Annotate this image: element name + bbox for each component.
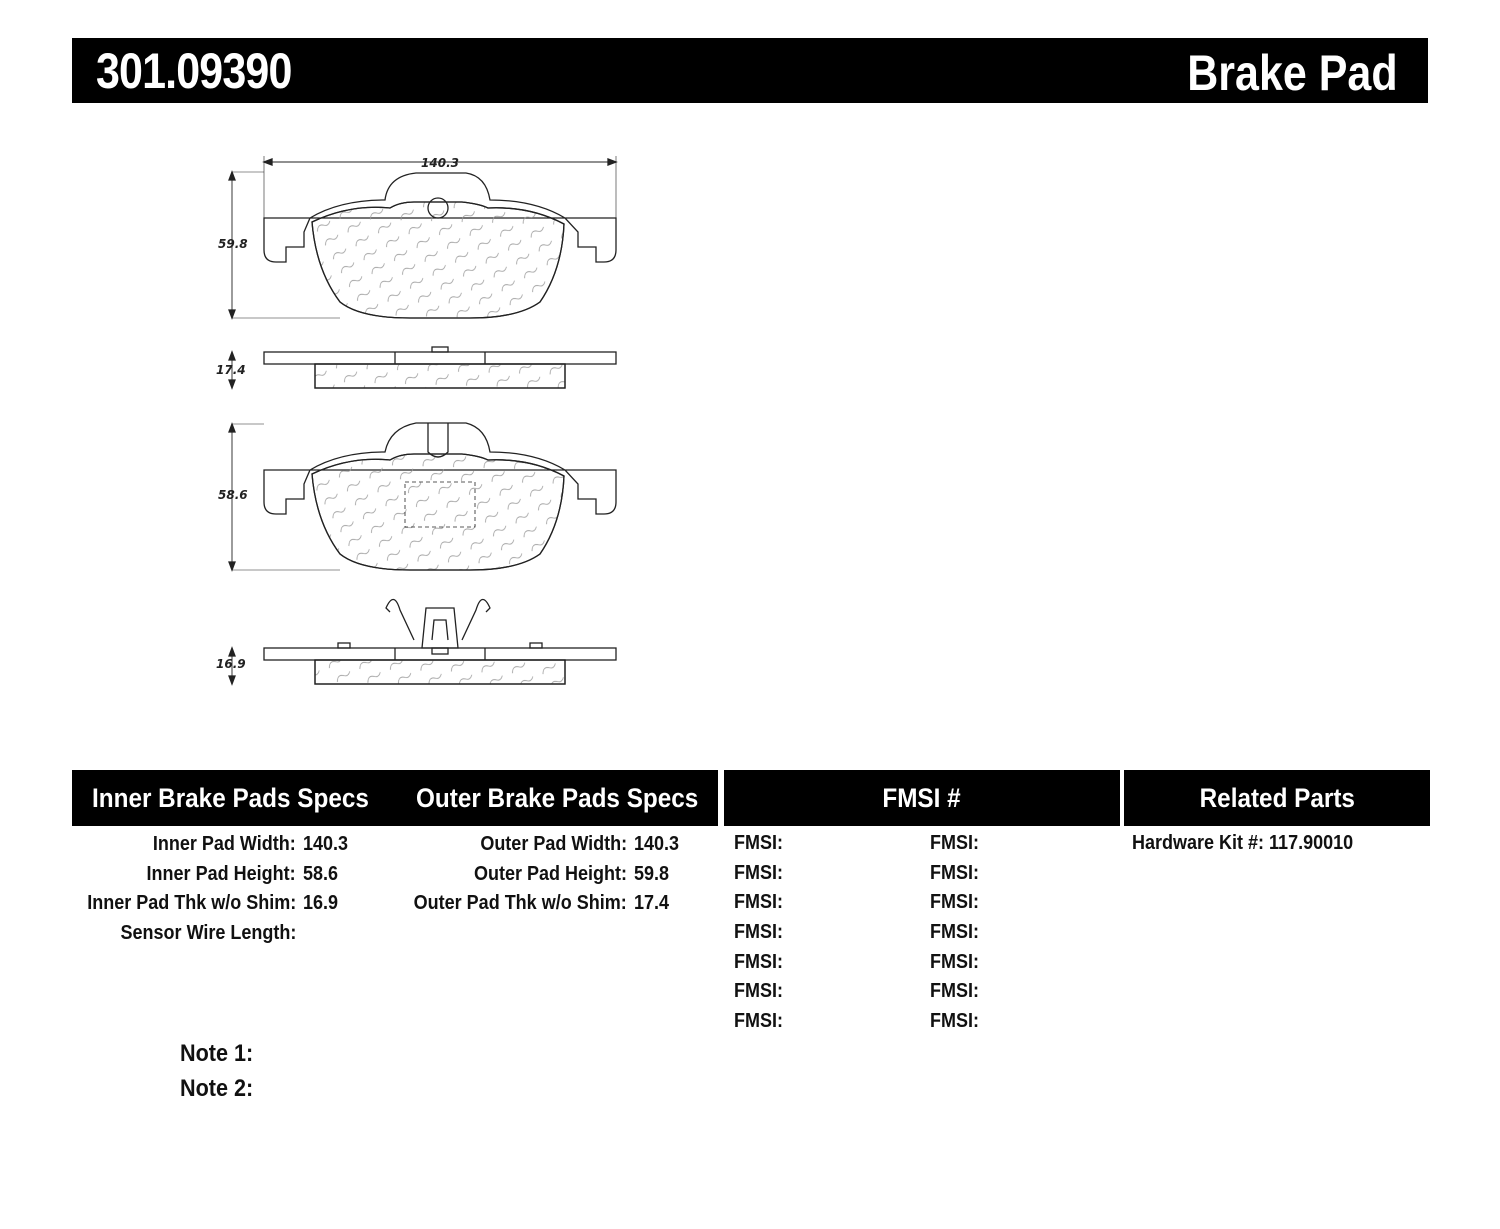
inner-spec-label: Inner Pad Width: (153, 833, 296, 855)
outer-height-label: 59.8 (218, 237, 248, 251)
fmsi-entry: FMSI: (930, 1010, 979, 1032)
outer-backing-plate (264, 352, 616, 364)
fmsi-entry: FMSI: (930, 832, 979, 854)
header-bar (72, 38, 1428, 103)
outer-spec-value: 59.8 (634, 863, 670, 885)
inner-spec-value: 16.9 (303, 892, 339, 914)
part-number: 301.09390 (96, 43, 292, 99)
inner-spec-label: Inner Pad Thk w/o Shim: (86, 892, 296, 914)
fmsi-entry: FMSI: (734, 891, 783, 913)
fmsi-entry: FMSI: (930, 980, 979, 1002)
fmsi-entry: FMSI: (734, 921, 783, 943)
inner-spec-label: Inner Pad Height: (146, 863, 296, 885)
outer-spec-label: Outer Pad Height: (473, 863, 627, 885)
outer-spec-label: Outer Pad Width: (480, 833, 627, 855)
outer-spec-value: 140.3 (634, 833, 680, 855)
fmsi-entry: FMSI: (930, 891, 979, 913)
fmsi-entry: FMSI: (930, 921, 979, 943)
inner-thickness-label: 16.9 (216, 657, 246, 671)
inner-specs-title: Inner Brake Pads Specs (92, 783, 369, 813)
fmsi-entry: FMSI: (734, 980, 783, 1002)
fmsi-entry: FMSI: (734, 951, 783, 973)
brake-pad-drawing (200, 140, 640, 700)
fmsi-header: FMSI # (724, 770, 1120, 826)
outer-spec-value: 17.4 (634, 892, 670, 914)
note-2: Note 2: (180, 1075, 254, 1102)
width-label: 140.3 (421, 156, 459, 170)
hardware-kit-entry: Hardware Kit #: 117.90010 (1132, 832, 1354, 854)
brake-pad-diagram (200, 140, 640, 700)
fmsi-entry: FMSI: (930, 862, 979, 884)
outer-thickness-label: 17.4 (216, 363, 246, 377)
fmsi-entry: FMSI: (930, 951, 979, 973)
product-type: Brake Pad (1187, 45, 1398, 101)
fmsi-entry: FMSI: (734, 1010, 783, 1032)
fmsi-entry: FMSI: (734, 862, 783, 884)
fmsi-entry: FMSI: (734, 832, 783, 854)
note-1: Note 1: (180, 1040, 254, 1067)
inner-spec-label: Sensor Wire Length: (120, 922, 296, 944)
related-parts-header: Related Parts (1124, 770, 1430, 826)
outer-specs-title: Outer Brake Pads Specs (416, 783, 699, 813)
outer-spec-label: Outer Pad Thk w/o Shim: (413, 892, 627, 914)
inner-spec-value: 58.6 (303, 863, 339, 885)
inner-spec-value: 140.3 (303, 833, 349, 855)
inner-height-label: 58.6 (218, 488, 248, 502)
